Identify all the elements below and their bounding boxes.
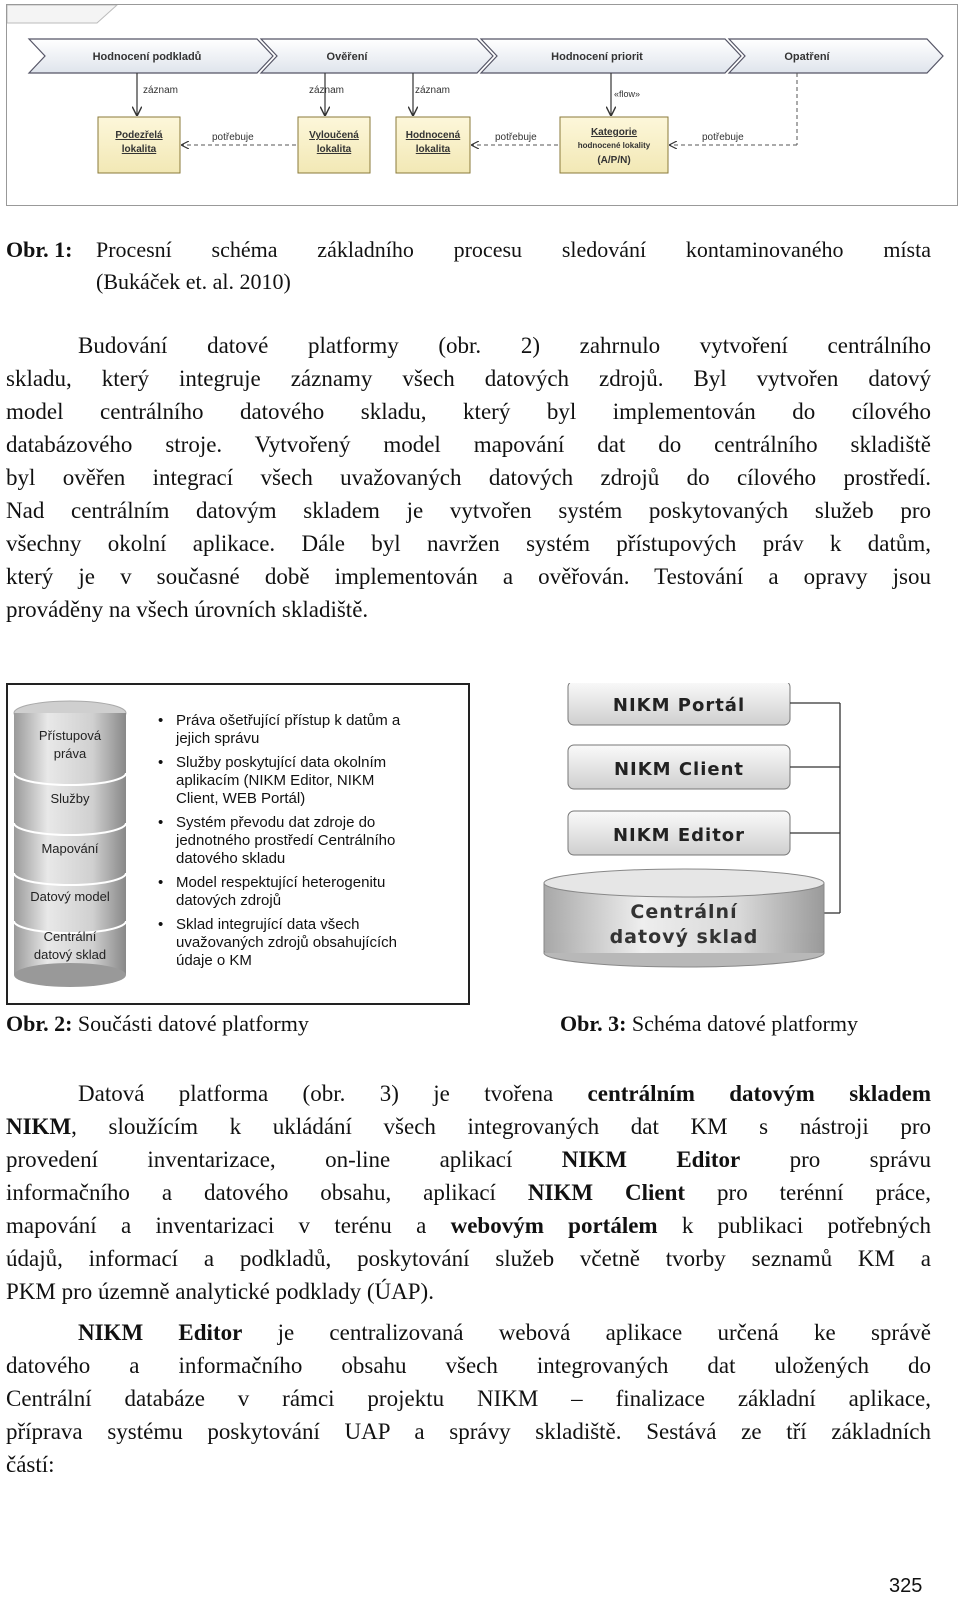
stack-bottom [14,963,126,987]
stage-label: Hodnocení podkladů [92,51,202,63]
box-text: Kategorie [590,127,638,138]
bullet-text: aplikacím (NIKM Editor, NIKM [176,772,375,789]
db-label: Centrální [630,901,738,923]
app-label: NIKM Editor [612,825,746,846]
schema-svg [540,683,880,998]
app-label: NIKM Portál [612,695,746,716]
layer-label: Mapování [41,841,99,856]
text-span: k publikaci potřebných [657,1213,932,1238]
text-span: informačního a datového obsahu, aplikací [6,1180,528,1205]
bold-span: centrálním datovým skladem [587,1081,931,1106]
stage-label: Ověření [326,51,368,63]
caption-label: Obr. 2: [6,1011,73,1036]
paragraph-3 [6,1316,931,1481]
text-line: všechny okolní aplikace. Dále byl navržen systém přístupových práv k datům, [6,531,931,556]
text-line [6,1143,931,1176]
layer-label: Datový model [30,889,110,904]
bullet-list [158,712,401,969]
paragraph-2 [6,1077,931,1308]
stage-label: Hodnocení priorit [551,51,643,63]
text-span: Datová platforma (obr. 3) je tvořena [78,1081,588,1106]
box-text: lokalita [415,144,451,155]
text-line: částí: [6,1452,55,1477]
figure-2-platform-components [6,683,470,1005]
bullet-text: datového skladu [176,850,286,867]
text-line [6,1176,931,1209]
bullet-dot: • [158,916,164,933]
bullet-dot: • [158,874,164,891]
text-line [6,1110,931,1143]
dep-label: potřebuje [212,132,254,143]
bullet-text: Práva ošetřující přístup k datům a [176,712,401,729]
text-span: pro správu [740,1147,931,1172]
bold-span: NIKM [6,1114,72,1139]
text-line: databázového stroje. Vytvořený model mapování dat do centrálního skladiště [6,432,931,457]
bullet-text: Model respektující heterogenitu [176,874,386,891]
text-line: byl ověřen integrací všech uvažovaných datových zdrojů do cílového prostředí. [6,465,931,490]
caption-label: Obr. 3: [560,1011,627,1036]
text-line: model centrálního datového skladu, který byl implementován do cílového [6,399,931,424]
bold-span: webovým portálem [450,1213,658,1238]
box-text: Podezřelá [115,130,163,141]
process-diagram-svg [7,5,957,205]
layer-label: datový sklad [33,947,107,962]
db-label: datový sklad [609,926,759,948]
bullet-text: Client, WEB Portál) [176,790,306,807]
figure-1-caption [6,234,931,298]
bold-span: NIKM Client [527,1180,686,1205]
layer-label: Přístupová [38,728,102,743]
bullet-text: údaje o KM [176,952,252,969]
figure-3-platform-schema [540,683,880,998]
text-line: údajů, informací a podkladů, poskytování služeb včetně tvorby seznamů KM a [6,1246,931,1271]
arrow-label-zaznam: záznam [309,85,345,96]
caption-text: Součásti datové platformy [77,1011,309,1036]
layer-label: Centrální [43,929,97,944]
dep-label: potřebuje [495,132,537,143]
bold-span: NIKM Editor [78,1320,243,1345]
text-line: Centrální databáze v rámci projektu NIKM – finalizace základní aplikace, [6,1386,931,1411]
figure-1-process-diagram [6,4,958,206]
central-database [544,869,824,967]
box-text: lokalita [121,144,157,155]
components-svg [8,685,468,1003]
box-text: hodnocené lokality [577,141,651,150]
box-text: Vyloučená [309,130,359,141]
dep-label: potřebuje [702,132,744,143]
bullet-text: Služby poskytující data okolním [176,754,387,771]
stage-label: Opatření [784,51,830,63]
caption-text: Procesní schéma základního procesu sledování kontaminovaného místa [96,237,931,262]
arrow-label-flow: «flow» [614,89,641,99]
text-line: datového a informačního obsahu všech integrovaných dat uložených do [6,1353,931,1378]
text-line [6,1077,931,1110]
stage-chevron-2 [261,39,493,73]
text-line [6,1209,931,1242]
bullet-text: jednotného prostředí Centrálního [176,832,396,849]
text-span: je centralizovaná webová aplikace určená ke správě [242,1320,931,1345]
bullet-text: jejich správu [176,730,260,747]
text-line: skladu, který integruje záznamy všech datových zdrojů. Byl vytvořen datový [6,366,931,391]
stage-chevron-4 [729,39,943,73]
text-span: provedení inventarizace, on-line aplikací [6,1147,562,1172]
box-text: (A/P/N) [597,155,631,166]
arrow-label-zaznam: záznam [415,85,451,96]
text-line: PKM pro územně analytické podklady (ÚAP). [6,1279,434,1304]
caption-text-2: (Bukáček et. al. 2010) [96,269,291,294]
text-line: prováděny na všech úrovních skladiště. [6,597,369,622]
box-text: lokalita [316,144,352,155]
caption-text: Schéma datové platformy [631,1011,858,1036]
app-label: NIKM Client [613,759,745,780]
box-text: Hodnocená [405,130,461,141]
bullet-dot: • [158,814,164,831]
db-top [544,869,824,897]
text-span: mapování a inventarizaci v terénu a [6,1213,451,1238]
bullet-text: datových zdrojů [176,892,282,909]
page-number: 325 [889,1575,923,1597]
bullet-text: uvažovaných zdrojů obsahujících [176,934,397,951]
figure-2-caption [6,1008,309,1040]
text-span: pro terénní práce, [685,1180,931,1205]
caption-label: Obr. 1: [6,237,73,262]
bullet-dot: • [158,754,164,771]
text-line: Budování datové platformy (obr. 2) zahrnulo vytvoření centrálního [78,333,931,358]
layer-label: Služby [50,791,90,806]
text-span: , sloužícím k ukládání všech integrovaných dat KM s nástroji pro [71,1114,931,1139]
text-line: který je v současné době implementován a ověřován. Testování a opravy jsou [6,564,931,589]
text-line: příprava systému poskytování UAP a správy skladiště. Sestává ze tří základních [6,1419,931,1444]
paragraph-1 [6,329,931,626]
bullet-dot: • [158,712,164,729]
bullet-text: Sklad integrující data všech [176,916,360,933]
arrow-label-zaznam: záznam [143,85,179,96]
text-line [6,1316,931,1349]
layer-label: práva [53,746,87,761]
folded-tab [7,5,117,23]
bullet-text: Systém převodu dat zdroje do [176,814,376,831]
bold-span: NIKM Editor [561,1147,741,1172]
figure-3-caption [560,1008,858,1040]
layer-stack [14,701,126,987]
text-line: Nad centrálním datovým skladem je vytvořen systém poskytovaných služeb pro [6,498,931,523]
